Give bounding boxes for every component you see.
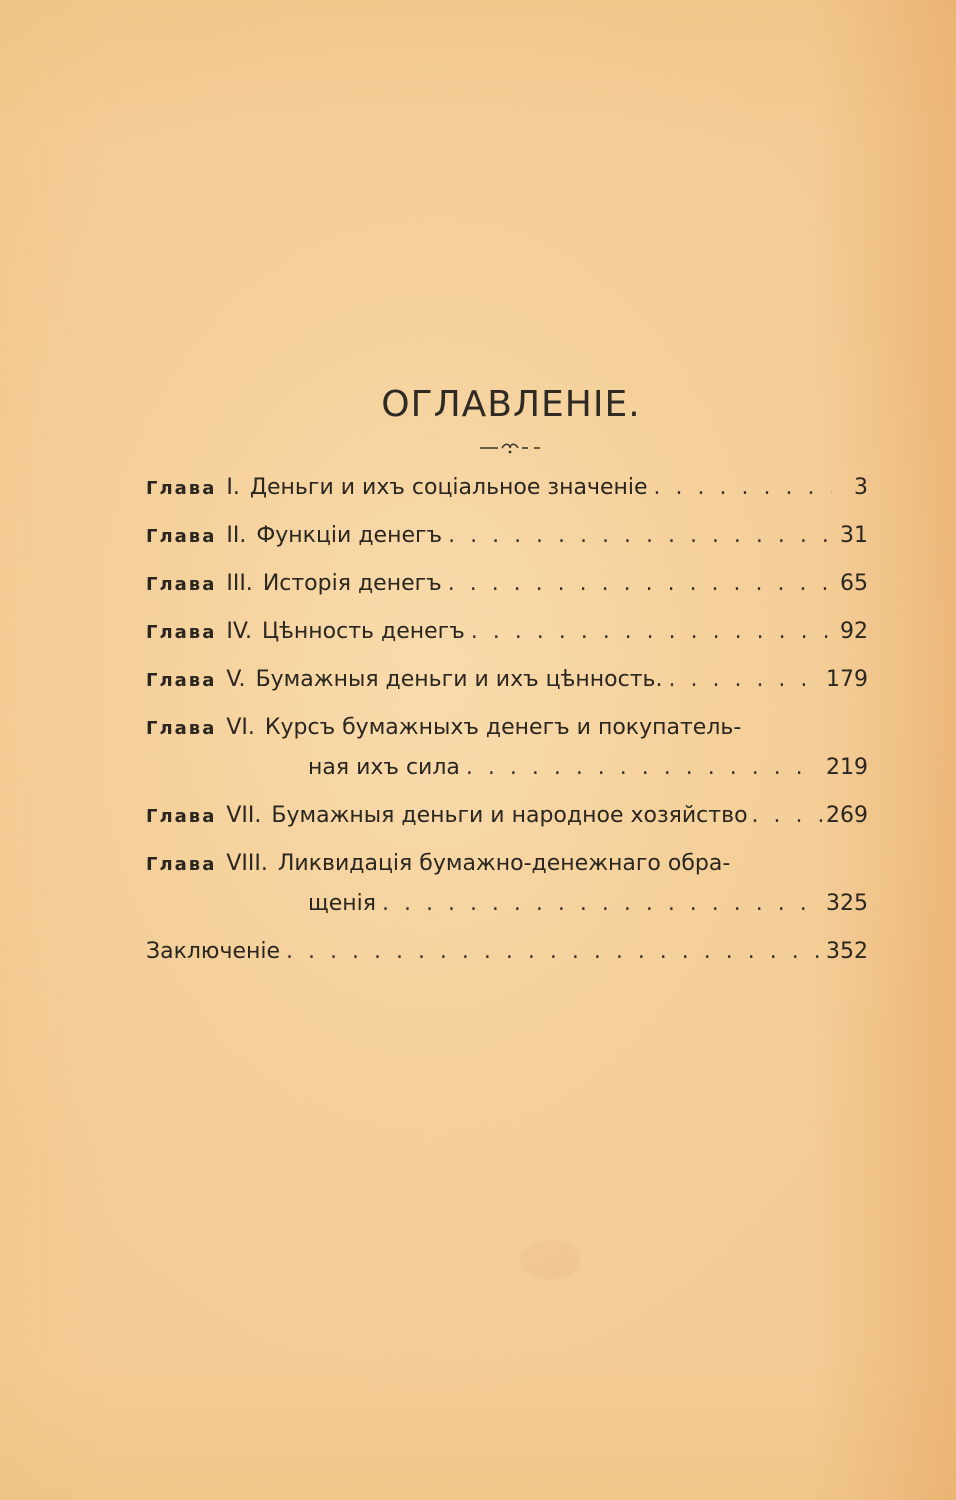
chapter-label: Глава [146, 574, 217, 595]
chapter-number: II. [226, 523, 247, 548]
ornament-divider [478, 440, 542, 454]
chapter-number: V. [226, 667, 246, 692]
chapter-label: Глава [146, 718, 217, 739]
page-number: 352 [826, 939, 868, 964]
chapter-label: Глава [146, 806, 217, 827]
toc-entry-6-continuation [146, 748, 868, 788]
page-title: ОГЛАВЛЕНІЕ. [381, 384, 641, 425]
page-number: 92 [840, 619, 868, 644]
toc-entry-5 [146, 660, 868, 700]
chapter-label: Глава [146, 854, 217, 875]
chapter-title: Бумажныя деньги и ихъ цѣнность. [255, 667, 663, 692]
chapter-title: Курсъ бумажныхъ денегъ и покупатель- [264, 715, 742, 740]
toc-entry-8-continuation [146, 884, 868, 924]
chapter-title-continuation: ная ихъ сила [308, 755, 460, 780]
page-number: 325 [826, 891, 868, 916]
toc-entry-2 [146, 516, 868, 556]
dot-leader [286, 932, 820, 972]
dot-leader [382, 884, 820, 924]
toc-entry-conclusion [146, 932, 868, 972]
chapter-title: Ликвидація бумажно-денежнаго обра- [277, 851, 731, 876]
chapter-title: Исторія денегъ [262, 571, 442, 596]
page-number: 179 [826, 667, 868, 692]
toc-entry-7 [146, 796, 868, 836]
dot-leader [752, 796, 822, 836]
chapter-number: VIII. [226, 851, 268, 876]
chapter-title-continuation: щенія [308, 891, 376, 916]
page-number: 3 [854, 475, 868, 500]
page-number: 65 [840, 571, 868, 596]
chapter-title: Бумажныя деньги и народное хозяйство [271, 803, 748, 828]
chapter-title: Цѣнность денегъ [262, 619, 465, 644]
page-number: 219 [826, 755, 868, 780]
toc-entry-3 [146, 564, 868, 604]
chapter-label: Глава [146, 670, 217, 691]
dot-leader [471, 612, 832, 652]
table-of-contents [146, 468, 868, 980]
dot-leader [669, 660, 821, 700]
toc-entry-1 [146, 468, 868, 508]
dot-leader [448, 516, 832, 556]
toc-entry-6 [146, 708, 868, 748]
page-number: 31 [840, 523, 868, 548]
chapter-number: IV. [226, 619, 253, 644]
chapter-title: Деньги и ихъ соціальное значеніе [249, 475, 648, 500]
chapter-number: VI. [226, 715, 255, 740]
chapter-number: VII. [226, 803, 262, 828]
conclusion-title: Заключеніе [146, 939, 281, 964]
chapter-label: Глава [146, 478, 217, 499]
toc-entry-8 [146, 844, 868, 884]
chapter-number: I. [226, 475, 240, 500]
chapter-number: III. [226, 571, 253, 596]
page-number: 269 [826, 803, 868, 828]
paper-stain [520, 1240, 580, 1280]
chapter-label: Глава [146, 526, 217, 547]
chapter-label: Глава [146, 622, 217, 643]
chapter-title: Функціи денегъ [256, 523, 443, 548]
dot-leader [448, 564, 832, 604]
toc-entry-4 [146, 612, 868, 652]
dot-leader [654, 468, 832, 508]
dot-leader [466, 748, 820, 788]
